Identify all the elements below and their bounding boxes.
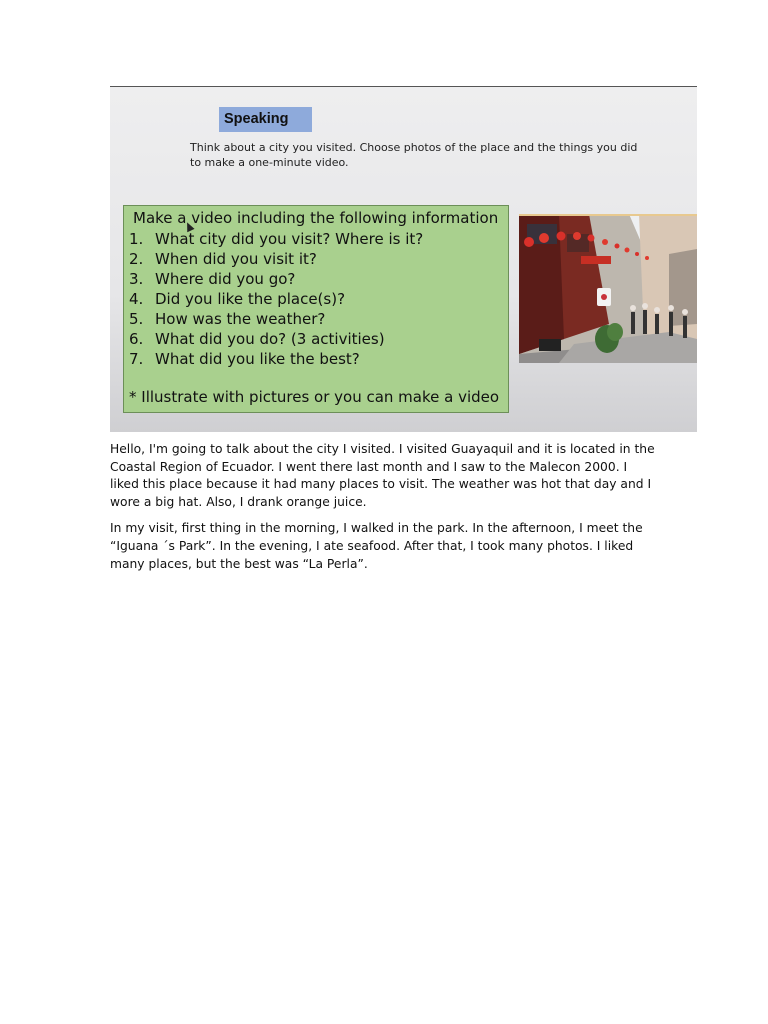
essay-paragraph: Hello, I'm going to talk about the city I visited. I visited Guayaquil and it is located in the Coastal Region of Ecuador. I went there last month and I saw to the Malecon 2000. I liked this place because it had many places to visit. The weather was hot that day and I wore a big hat. Also, I drank orange juice. bbox=[110, 442, 655, 509]
list-item bbox=[129, 309, 504, 329]
item-number: 7. bbox=[129, 350, 144, 368]
item-text: What did you do? (3 activities) bbox=[155, 330, 385, 348]
info-box-title: Make a video including the following information bbox=[133, 209, 499, 227]
street-photo-illustration bbox=[519, 214, 697, 363]
item-number: 4. bbox=[129, 290, 144, 308]
list-item bbox=[129, 269, 504, 289]
list-item bbox=[129, 289, 504, 309]
list-item bbox=[129, 349, 504, 369]
item-text: When did you visit it? bbox=[155, 250, 317, 268]
item-number: 1. bbox=[129, 230, 144, 248]
essay-paragraph: In my visit, first thing in the morning, I walked in the park. In the afternoon, I meet the “Iguana ´s Park”. In the evening, I ate seafood. After that, I took many photos. I liked many places, but the best was “La Perla”. bbox=[110, 521, 643, 571]
list-item bbox=[129, 229, 504, 249]
item-text: How was the weather? bbox=[155, 310, 326, 328]
item-number: 5. bbox=[129, 310, 144, 328]
list-item bbox=[129, 329, 504, 349]
illustrate-note: * Illustrate with pictures or you can make a video bbox=[129, 388, 500, 406]
speaking-slide-image bbox=[110, 86, 697, 432]
item-number: 3. bbox=[129, 270, 144, 288]
question-list bbox=[129, 229, 504, 369]
item-number: 2. bbox=[129, 250, 144, 268]
speaking-badge: Speaking bbox=[219, 107, 312, 132]
item-text: What did you like the best? bbox=[155, 350, 360, 368]
video-info-box bbox=[123, 205, 509, 413]
item-number: 6. bbox=[129, 330, 144, 348]
item-text: What city did you visit? Where is it? bbox=[155, 230, 424, 248]
item-text: Did you like the place(s)? bbox=[155, 290, 346, 308]
street-photo bbox=[519, 214, 697, 363]
slide-instructions: Think about a city you visited. Choose photos of the place and the things you did to make a one-minute video. bbox=[190, 141, 638, 169]
list-item bbox=[129, 249, 504, 269]
essay-text bbox=[110, 441, 658, 582]
item-text: Where did you go? bbox=[155, 270, 296, 288]
